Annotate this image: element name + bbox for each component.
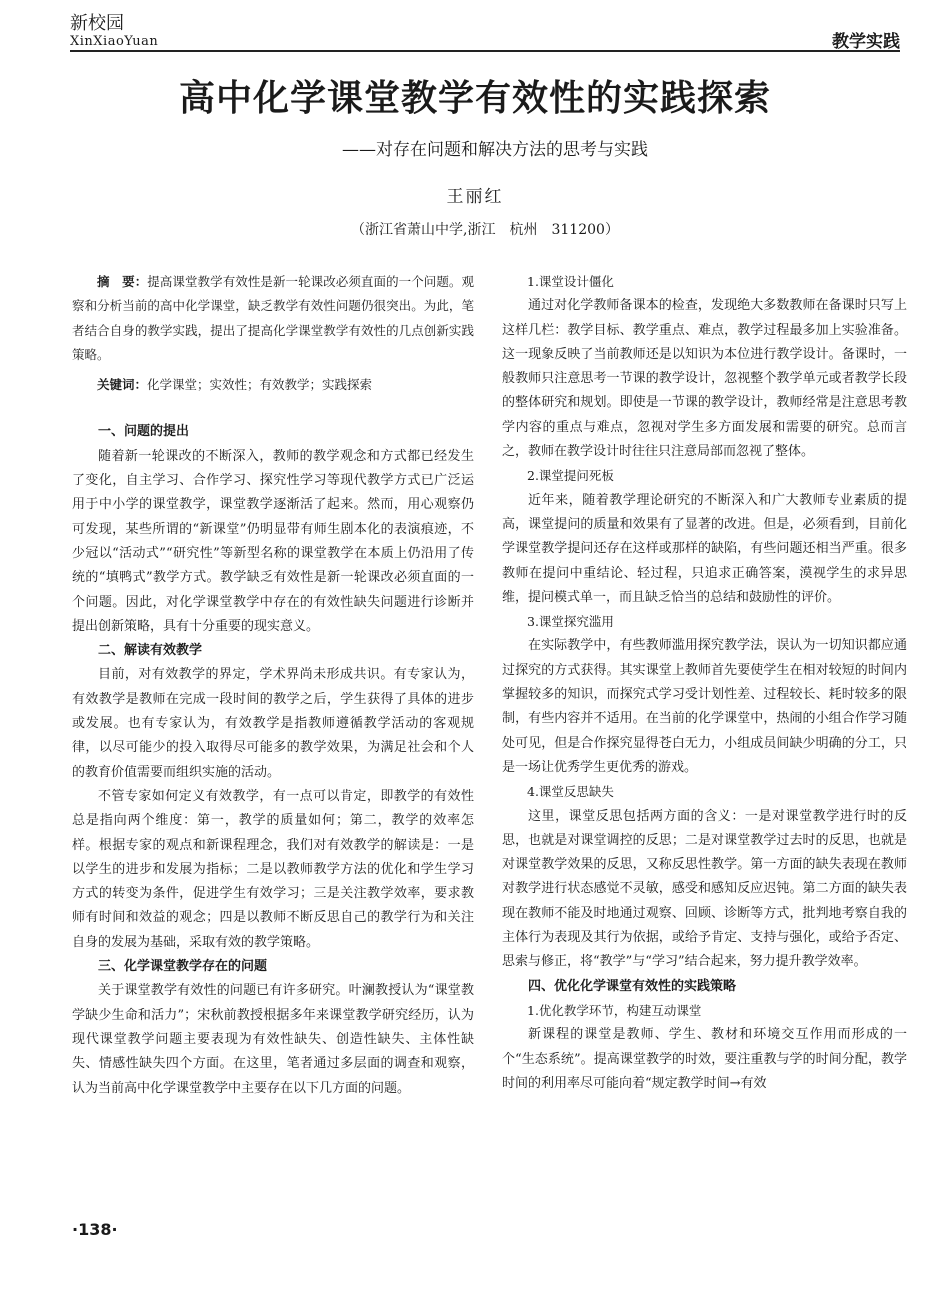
keywords xyxy=(72,373,474,397)
body-paragraph: 关于课堂教学有效性的问题已有许多研究。叶澜教授认为“课堂教学缺少生命和活力”；宋秋前教授根据多年来课堂教学研究经历，认为现代课堂教学问题主要表现为有效性缺失、创造性缺失、主体性缺失、情感性缺失四个方面。在这里，笔者通过多层面的调查和观察，认为当前高中化学课堂教学中主要存在以下几方面的问题。 xyxy=(72,983,474,1096)
journal-name-en: XinXiaoYuan xyxy=(70,33,159,49)
page-number: ·138· xyxy=(72,1220,118,1239)
section-heading-4: 四、优化化学课堂有效性的实践策略 xyxy=(528,978,737,994)
section-label: 教学实践 xyxy=(832,32,900,52)
article-subtitle: ——对存在问题和解决方法的思考与实践 xyxy=(342,140,648,160)
header-divider xyxy=(70,50,900,52)
section-heading-1: 一、问题的提出 xyxy=(98,424,190,440)
section-heading-2: 二、解读有效教学 xyxy=(98,643,203,659)
body-paragraph: 新课程的课堂是教师、学生、教材和环境交互作用而形成的一个“生态系统”。提高课堂教学的时效，要注重教与学的时间分配，教学时间的利用率尽可能向着“规定教学时间→有效 xyxy=(502,1027,907,1091)
article-title: 高中化学课堂教学有效性的实践探索 xyxy=(178,77,771,119)
abstract xyxy=(72,270,474,367)
subsection-heading: 1.优化教学环节，构建互动课堂 xyxy=(527,1002,702,1018)
body-paragraph: 不管专家如何定义有效教学，有一点可以肯定，即教学的有效性总是指向两个维度：第一，教学的质量如何；第二，教学的效率怎样。根据专家的观点和新课程理念，我们对有效教学的解读是：一是以学生的进步和发展为指标；二是以教师教学方法的优化和学生学习方式的转变为条件，促进学生有效学习；三是关注教学效率，要求教师有时间和效益的观念；四是以教师不断反思自己的教学行为和关注自身的发展为基础，采取有效的教学策略。 xyxy=(72,788,474,950)
body-paragraph: 通过对化学教师备课本的检查，发现绝大多数教师在备课时只写上这样几栏：教学目标、教学重点、难点，教学过程最多加上实验准备。这一现象反映了当前教师还是以知识为本位进行教学设计。备课时，一般教师只注意思考一节课的教学设计，忽视整个教学单元或者教学长段的整体研究和规划。即使是一节课的教学设计，教师经常是注意思考教学内容的重点与难点，忽视对学生多方面发展和需要的研究。总而言之，教师在教学设计时往往只注意局部而忽视了整体。 xyxy=(502,298,907,460)
subsection-heading: 4.课堂反思缺失 xyxy=(527,784,614,800)
body-paragraph: 在实际教学中，有些教师滥用探究教学法，误认为一切知识都应通过探究的方式获得。其实课堂上教师首先要使学生在相对较短的时间内掌握较多的知识，而探究式学习受计划性差、过程较长、耗时较多的限制，有些内容并不适用。在当前的化学课堂中，热闹的小组合作学习随处可见，但是合作探究显得苍白无力，小组成员间缺少明确的分工，只是一场让优秀学生更优秀的游戏。 xyxy=(502,638,907,775)
left-column xyxy=(72,270,474,1101)
journal-name-cn: 新校园 xyxy=(70,13,124,34)
body-paragraph: 近年来，随着教学理论研究的不断深入和广大教师专业素质的提高，课堂提问的质量和效果有了显著的改进。但是，必须看到，目前化学课堂教学提问还存在这样或那样的缺陷，有些问题还相当严重。很多教师在提问中重结论、轻过程，只追求正确答案，漠视学生的求异思维，提问模式单一，而且缺乏恰当的总结和鼓励性的评价。 xyxy=(502,492,907,605)
journal-masthead xyxy=(70,14,158,50)
subsection-heading: 1.课堂设计僵化 xyxy=(527,274,614,289)
author-name: 王丽红 xyxy=(446,187,504,207)
body-paragraph: 目前，对有效教学的界定，学术界尚未形成共识。有专家认为，有效教学是教师在完成一段时间的教学之后，学生获得了具体的进步或发展。也有专家认为，有效教学是指教师遵循教学活动的客观规律，以尽可能少的投入取得尽可能多的教学效果，为满足社会和个人的教育价值需要而组织实施的活动。 xyxy=(72,667,474,780)
right-column xyxy=(502,270,907,1096)
abstract-text: 提高课堂教学有效性是新一轮课改必须直面的一个问题。观察和分析当前的高中化学课堂，缺乏教学有效性问题仍很突出。为此，笔者结合自身的教学实践，提出了提高化学课堂教学有效性的几点创新实践策略。 xyxy=(72,274,474,362)
abstract-label: 摘 要： xyxy=(97,274,148,289)
subsection-heading: 3.课堂探究滥用 xyxy=(527,614,614,630)
author-affiliation: （浙江省萧山中学,浙江 杭州 311200） xyxy=(351,222,619,238)
body-paragraph: 随着新一轮课改的不断深入，教师的教学观念和方式都已经发生了变化，自主学习、合作学习、探究性学习等现代教学方式已广泛运用于中小学的课堂教学，课堂教学逐渐活了起来。然而，用心观察仍可发现，某些所谓的“新课堂”仍明显带有师生剧本化的表演痕迹，不少冠以“活动式”“研究性”等新型名称的课堂教学在本质上仍沿用了传统的“填鸭式”教学方式。教学缺乏有效性是新一轮课改必须直面的一个问题。因此，对化学课堂教学中存在的有效性缺失问题进行诊断并提出创新策略，具有十分重要的现实意义。 xyxy=(72,448,474,634)
body-paragraph: 这里，课堂反思包括两方面的含义：一是对课堂教学进行时的反思，也就是对课堂调控的反思；二是对课堂教学过去时的反思，也就是对课堂教学效果的反思，又称反思性教学。第一方面的缺失表现在教师对教学进行状态感觉不灵敏，感受和感知反应迟钝。第二方面的缺失表现在教师不能及时地通过观察、回顾、诊断等方式，批判地考察自我的主体行为表现及其行为依据，或给予肯定、支持与强化，或给予否定、思索与修正，将“教学”与“学习”结合起来，努力提升教学效率。 xyxy=(502,808,907,970)
section-heading-3: 三、化学课堂教学存在的问题 xyxy=(98,959,268,975)
keywords-label: 关键词： xyxy=(97,377,148,393)
keywords-text: 化学课堂；实效性；有效教学；实践探索 xyxy=(147,377,373,393)
subsection-heading: 2.课堂提问死板 xyxy=(527,468,614,484)
